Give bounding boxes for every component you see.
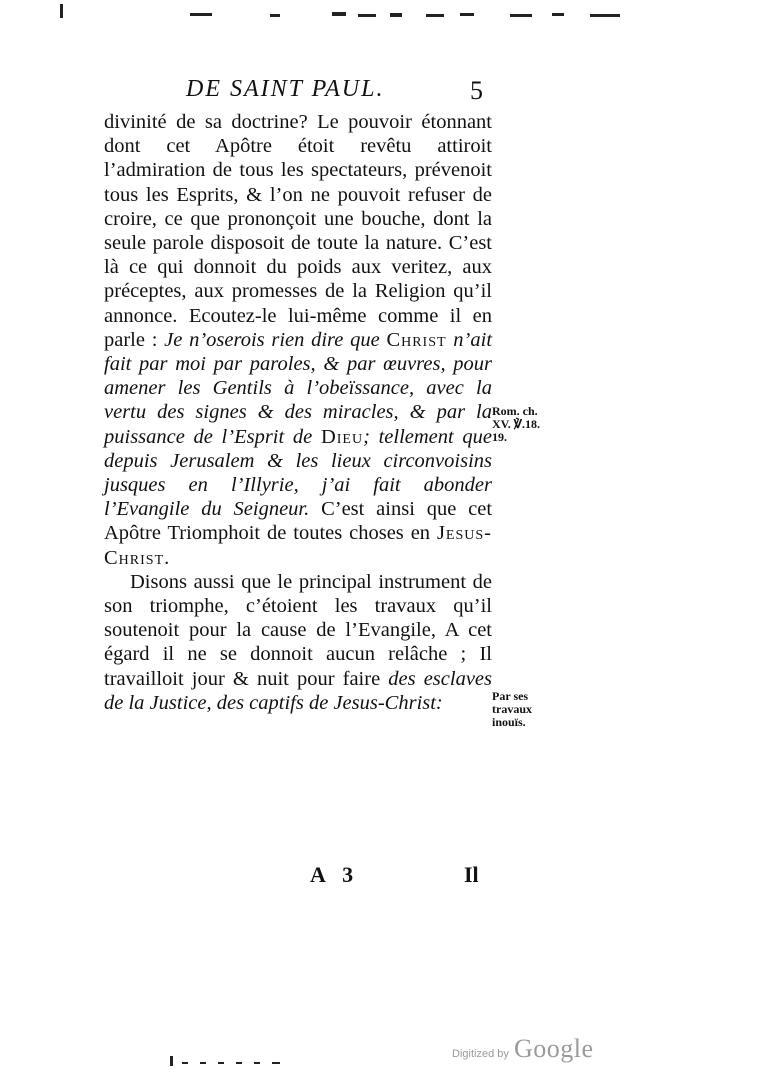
paragraph-2 xyxy=(104,570,492,715)
signature-mark: A 3 xyxy=(310,862,360,887)
margin-note-reference-line-1: Rom. ch. xyxy=(492,404,538,418)
running-head: DE SAINT PAUL. xyxy=(186,76,385,102)
top-ink-specks xyxy=(60,4,630,22)
quote-romans-2: n’ait fait par moi par paroles, & par œuvres, pour amener les Gentils à l’obeïssance, avec la vertu des signes & des miracles, & par la puissance de l’Esprit de xyxy=(104,328,493,448)
paragraph-1-end: C’est ainsi que cet Apôtre Triomphoit de toutes choses en xyxy=(104,498,493,545)
digitized-by-google-watermark xyxy=(452,1034,594,1064)
paragraph-1 xyxy=(104,110,492,570)
margin-note-topic xyxy=(492,690,552,729)
quote-dieu: Dieu xyxy=(320,425,364,448)
quote-romans-1: Je n’oserois rien dire que xyxy=(164,328,380,351)
margin-note-reference-line-2: XV. ℣.18. xyxy=(492,417,540,431)
margin-note-reference-line-3: 19. xyxy=(492,430,507,444)
quote-romans-3: ; tellement que depuis Jerusalem & les lieux circonvoisins jusques en l’Illyrie, j’ai fait abonder l’Evangile du Seigneur. xyxy=(104,425,493,521)
margin-note-topic-line-2: travaux xyxy=(492,702,532,716)
watermark-google-logo: Google xyxy=(513,1034,594,1063)
paragraph-2-comma: , xyxy=(206,691,217,714)
watermark-digitized-by: Digitized by xyxy=(452,1048,509,1060)
catchword: Il xyxy=(464,862,479,887)
margin-note-topic-line-3: inouïs. xyxy=(492,715,526,729)
margin-note-reference xyxy=(492,405,562,444)
quote-captifs: des captifs de Jesus-Christ: xyxy=(216,691,443,714)
body-text xyxy=(104,110,492,715)
quote-christ: Christ xyxy=(386,328,447,351)
bottom-ink-specks xyxy=(160,1054,290,1068)
quote-esclaves: des esclaves de la Justice xyxy=(104,667,493,714)
paragraph-1-lead: divinité de sa doctrine? Le pouvoir étonnant dont cet Apôtre étoit revêtu attiroit l’admiration de tous les spectateurs, prévenoit tous les Esprits, & l’on ne pouvoit refuser de croire, ce que prononçoit une bouche, dont la seule parole disposoit de toute la nature. C’est là ce qui donnoit du poids aux veritez, aux préceptes, aux promesses de la Religion qu’il annonce. Ecoutez-le lui-même comme il en parle : xyxy=(104,111,492,351)
jesus-christ: Jesus-Christ. xyxy=(104,522,492,569)
page-number: 5 xyxy=(470,76,483,105)
paragraph-2-lead: Disons aussi que le principal instrument de son triomphe, c’étoient les travaux qu’il soutenoit pour la cause de l’Evangile, A cet égard il ne se donnoit aucun relâche ; Il travailloit jour & nuit pour faire xyxy=(104,570,492,690)
margin-note-topic-line-1: Par ses xyxy=(492,689,529,703)
